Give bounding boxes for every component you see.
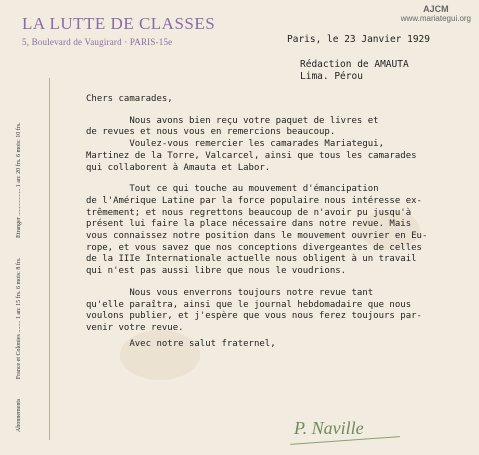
paragraph-2: Tout ce qui touche au mouvement d'émancipation de l'Amérique Latine par la force populaire nous intéresse ex- trêmement; et nous regrettons beaucoup de n'avoir pu jusqu'à présent lui faire la place nécessaire dans notre revue. Mais vous connaissez notre position dans le mouvement ouvrier en Eu- rope, et vous savez que nos conceptions divergeantes de celles de la IIIe Internationale actuelle nous obligent à un travail qui n'est pas aussi libre que nous le voudrions. bbox=[86, 184, 428, 277]
closing: Avec notre salut fraternel, bbox=[86, 338, 276, 349]
letterhead bbox=[22, 14, 215, 47]
paragraph-1: Nous avons bien reçu votre paquet de livres et de revues et nous vous en remercions beaucoup. Voulez-vous remercier les camarades Mariategui, Martinez de la Torre, Valcarcel, ainsi que tous les camarades qui collaborent à Amauta et Labor. bbox=[86, 115, 417, 173]
margin-line: Abonnements bbox=[16, 398, 22, 432]
spacer bbox=[86, 278, 468, 288]
paragraph-3: Nous vous enverrons toujours notre revue tant qu'elle paraîtra, ainsi que le journal hebdomadaire que nous voulons publier, et j'espère que vous nous ferez toujours par- venir votre revue. bbox=[86, 287, 422, 333]
letterhead-address: 5, Boulevard de Vaugirard · PARIS-15e bbox=[22, 37, 173, 47]
archive-watermark bbox=[401, 4, 471, 24]
spacer bbox=[86, 106, 468, 116]
handwritten-signature: P. Naville bbox=[294, 418, 364, 438]
letter-body bbox=[86, 94, 468, 350]
subscription-rates bbox=[16, 82, 22, 432]
margin-line: France et Colonies ........ 1 an: 15 frs. 6 mois: 8 frs. bbox=[16, 257, 22, 380]
margin-line: Etranger .................. 1 an: 20 frs. 6 mois: 10 frs. bbox=[16, 122, 22, 238]
subscription-margin bbox=[4, 78, 50, 440]
salutation: Chers camarades, bbox=[86, 94, 173, 104]
recipient-block bbox=[300, 59, 409, 83]
watermark-url: www.mariategui.org bbox=[400, 14, 471, 23]
recipient-line: Rédaction de AMAUTA bbox=[300, 59, 409, 70]
spacer bbox=[86, 174, 468, 184]
recipient-line: Lima. Pérou bbox=[300, 71, 363, 82]
letter-date: Paris, le 23 Janvier 1929 bbox=[287, 34, 430, 45]
letterhead-title: LA LUTTE DE CLASSES bbox=[22, 14, 216, 33]
watermark-acronym: AJCM bbox=[423, 4, 449, 14]
